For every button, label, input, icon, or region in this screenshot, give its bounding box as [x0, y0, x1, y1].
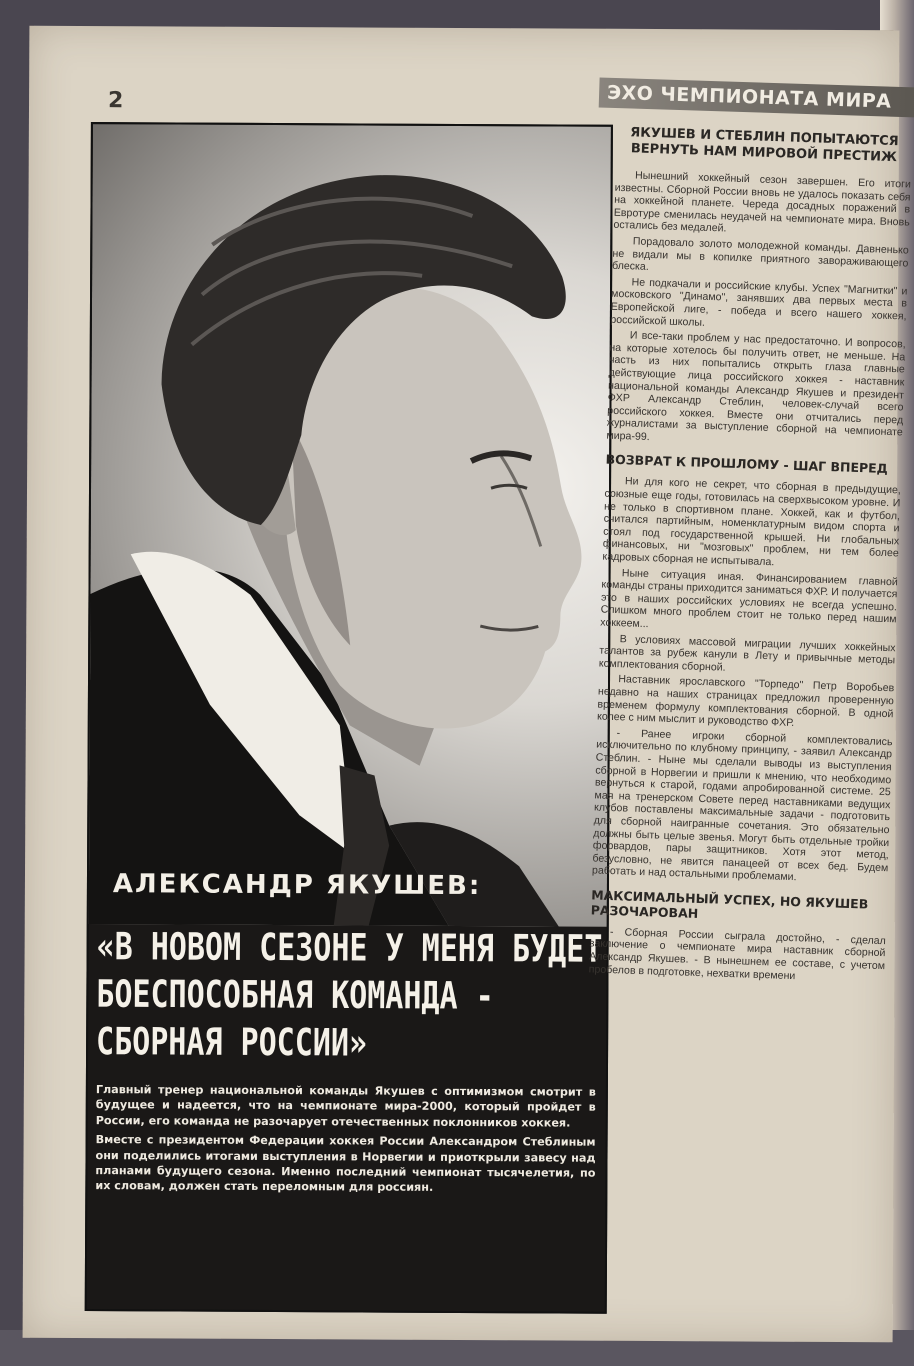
column-subhead: МАКСИМАЛЬНЫЙ УСПЕХ, НО ЯКУШЕВ РАЗОЧАРОВАН — [590, 887, 869, 921]
column-paragraph: И все-таки проблем у нас предостаточно. И вопросов, на которые хотелось бы получить ответ, не меньше. На часть из них попытались открыть глаза главные действующие лица российского хоккея - наставник национальной команды Александр Якушев и президент ФХР Александр Стеблин, человек-случай всего российского хоккея. Вместе они отчитались перед журналистами за выступление сборной на чемпионате мира-99. — [606, 329, 906, 443]
column-paragraph: Порадовало золото молодежной команды. Давненько не видали мы в копилке приятного завораживающего блеска. — [611, 235, 909, 274]
author-name: АЛЕКСАНДР ЯКУШЕВ: — [112, 869, 482, 902]
column-subhead: ВОЗВРАТ К ПРОШЛОМУ - ШАГ ВПЕРЕД — [605, 452, 889, 477]
column-text — [589, 925, 887, 985]
article-column — [578, 119, 913, 1318]
column-title: ЯКУШЕВ И СТЕБЛИН ПОПЫТАЮТСЯ ВЕРНУТЬ НАМ МИРОВОЙ ПРЕСТИЖ — [629, 125, 899, 166]
magazine-page — [23, 26, 912, 1343]
headline — [96, 924, 602, 1069]
lead-text — [95, 1082, 596, 1200]
page-number: 2 — [107, 88, 124, 114]
column-paragraph: - Ранее игроки сборной комплектовались исключительно по клубному принципу, - заявил Александр Стеблин. - Ныне мы сделали выводы из выступления сборной в Норвегии и пришли к мнению, что необходимо вернуться к старой, годами апробированной системе. 25 мая на тренерском Совете перед наставниками ведущих клубов поставлены максимальные задачи - подготовить для сборной наигранные сочетания. Это обязательно должны быть целые звенья. Могут быть отдельные тройки форвардов, пары защитников. Хотя этот метод, безусловно, не явится панацеей от всех бед. Будем работать и над остальными проблемами. — [591, 726, 893, 884]
column-paragraph: - Сборная России сыграла достойно, - сделал заключение о чемпионате мира наставник сборной Александр Якушев. - В нынешнем ее составе, с учетом пробелов в подготовке, нехватки времени — [588, 925, 887, 982]
headline-line: БОЕСПОСОБНАЯ КОМАНДА - — [96, 972, 494, 1019]
feature-block — [85, 122, 613, 1314]
column-text — [606, 169, 911, 452]
portrait-photo — [89, 124, 611, 927]
column-paragraph: Ни для кого не секрет, что сборная в предыдущие, союзные еще годы, готовилась на сверхвысоком уровне. И не только в спортивном плане. Хоккей, как и футбол, считался партийным, номенклатурным видом спорта и стоял под государственной крышей. Ни глобальных финансовых, ни "мозговых" проблем, ни тем более кадровых сборная не испытывала. — [602, 475, 901, 569]
headline-line: «В НОВОМ СЕЗОНЕ У МЕНЯ БУДЕТ — [96, 925, 603, 972]
column-paragraph: Ныне ситуация иная. Финансированием главной команды страны приходится заниматься ФХР. И получается это в наших российских условиях не всегда успешно. Слишком много проблем стоит не только перед нашим хоккеем... — [600, 566, 898, 631]
headline-line: СБОРНАЯ РОССИИ» — [96, 1020, 368, 1066]
column-text — [592, 475, 901, 887]
column-paragraph: Нынешний хоккейный сезон завершен. Его итоги известны. Сборной России вновь не удалось показать себя на хоккейной планете. Череда досадных поражений в Евротуре сменилась неудачей на чемпионате мира. Вновь остались без медалей. — [613, 169, 912, 235]
column-paragraph: В условиях массовой миграции лучших хоккейных талантов за рубеж канули в Лету и привычные методы комплектования сборной. — [598, 632, 896, 674]
section-banner: ЭХО ЧЕМПИОНАТА МИРА — [599, 77, 914, 117]
portrait-illustration — [89, 124, 611, 927]
lead-paragraph: Вместе с президентом Федерации хоккея России Александром Стеблиным они поделились итогами выступления в Норвегии и приоткрыли завесу над планами будущего сезона. Именно последний чемпионат тысячелетия, по их словам, должен стать переломным для россиян. — [95, 1133, 596, 1195]
column-paragraph: Не подкачали и российские клубы. Успех "Магнитки" и московского "Динамо", занявших два первых места в Европейской лиге, - победа и всего нашего хоккея, российской школы. — [610, 276, 908, 329]
column-paragraph: Наставник ярославского "Торпедо" Петр Воробьев недавно на наших страницах предложил проверенную временем формулу комплектования сборной. В одной колее с ним мыслит и руководство ФХР. — [596, 673, 895, 730]
lead-paragraph: Главный тренер национальной команды Якушев с оптимизмом смотрит в будущее и надеется, что на чемпионате мира-2000, который пройдет в России, его команда не разочарует отечественных поклонников хоккея. — [95, 1083, 596, 1130]
